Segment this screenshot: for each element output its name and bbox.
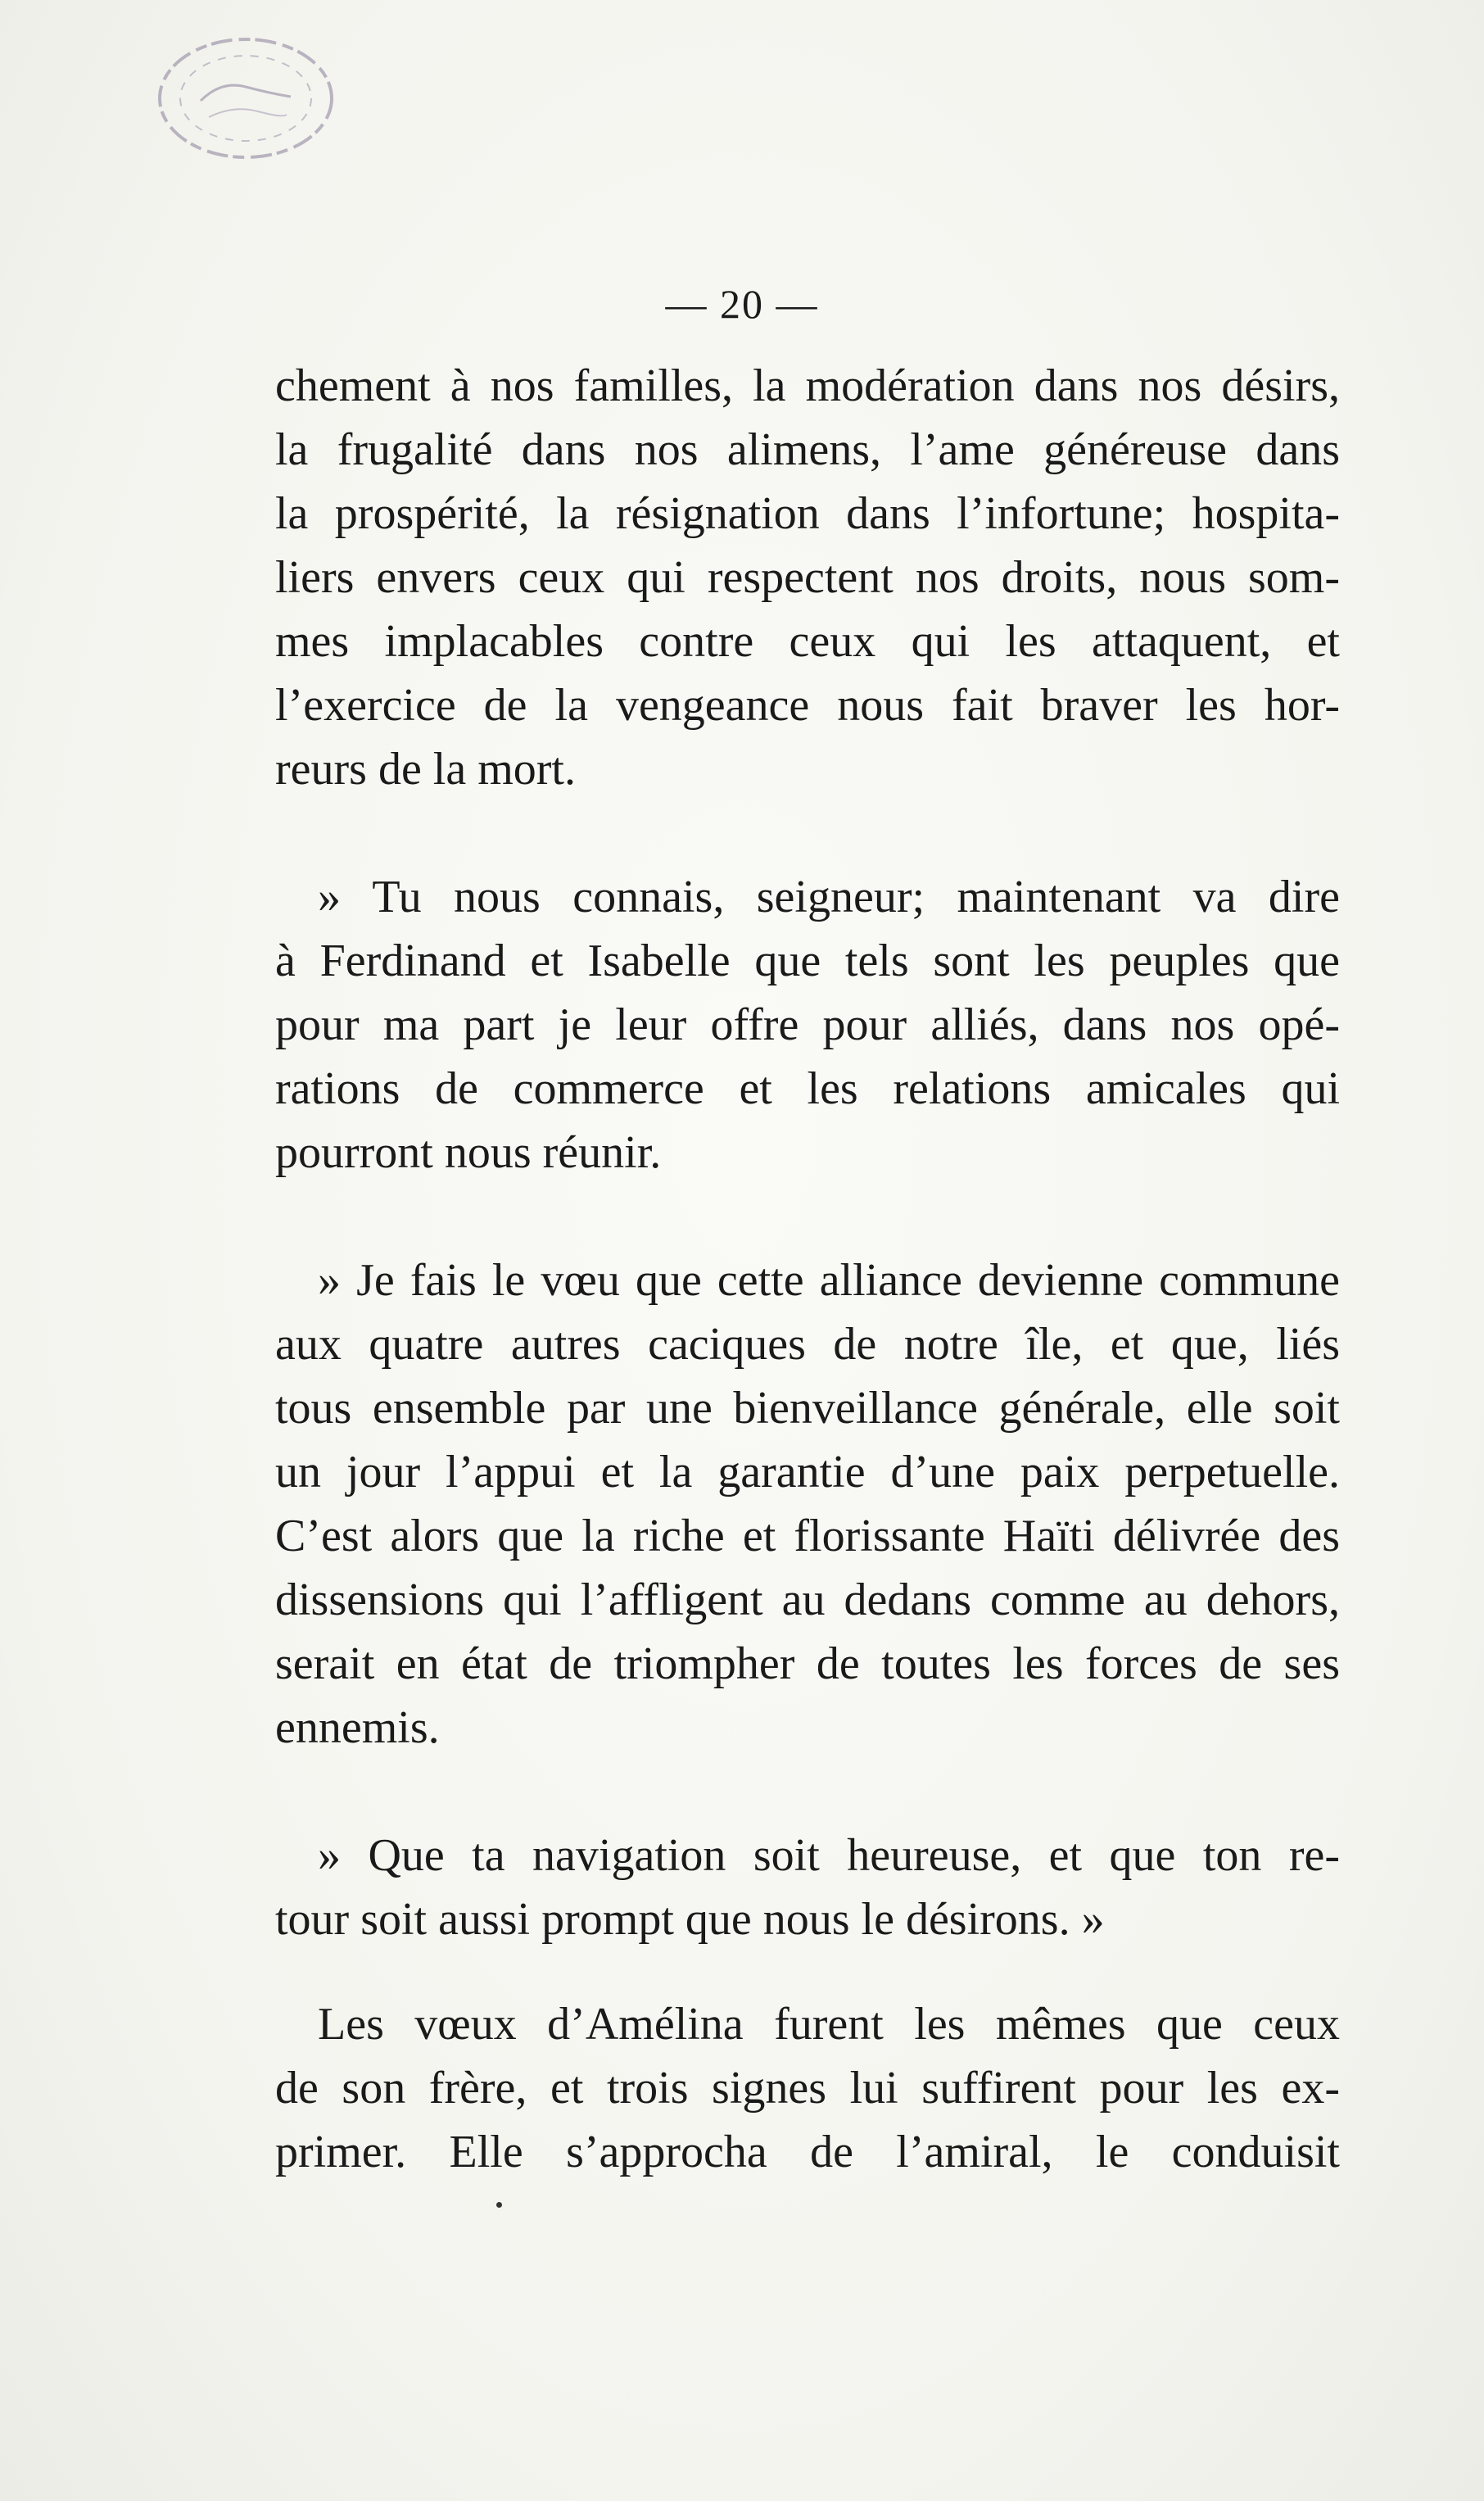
text-line: Les vœux d’Amélina furent les mêmes que ceux [318, 1999, 1340, 2050]
text-line: chement à nos familles, la modération dans nos désirs, [275, 360, 1340, 411]
text-line: l’exercice de la vengeance nous fait braver les hor- [275, 680, 1340, 731]
ink-speck [496, 2202, 502, 2208]
library-stamp [143, 23, 348, 174]
text-line: ennemis. [275, 1702, 440, 1753]
text-line: liers envers ceux qui respectent nos droits, nous som- [275, 552, 1340, 603]
body-text [275, 354, 1340, 2184]
text-line: primer. Elle s’approcha de l’amiral, le conduisit [275, 2127, 1340, 2177]
text-line: reurs de la mort. [275, 744, 576, 795]
text-line: mes implacables contre ceux qui les attaquent, et [275, 616, 1340, 667]
text-line: pour ma part je leur offre pour alliés, dans nos opé- [275, 999, 1340, 1050]
text-line: » Tu nous connais, seigneur; maintenant va dire [318, 872, 1340, 922]
paragraph [275, 354, 1340, 801]
paragraph [275, 865, 1340, 1185]
text-line: aux quatre autres caciques de notre île, et que, liés [275, 1319, 1340, 1370]
text-line: C’est alors que la riche et florissante Haïti délivrée des [275, 1511, 1340, 1561]
text-line: la frugalité dans nos alimens, l’ame généreuse dans [275, 424, 1340, 475]
text-line: la prospérité, la résignation dans l’infortune; hospita- [275, 488, 1340, 539]
text-line: » Je fais le vœu que cette alliance devienne commune [318, 1255, 1340, 1306]
text-line: un jour l’appui et la garantie d’une paix perpetuelle. [275, 1447, 1340, 1497]
text-line: dissensions qui l’affligent au dedans comme au dehors, [275, 1574, 1340, 1625]
text-line: » Que ta navigation soit heureuse, et que ton re- [318, 1830, 1340, 1881]
paragraph [275, 1992, 1340, 2184]
text-line: serait en état de triompher de toutes les forces de ses [275, 1638, 1340, 1689]
text-line: tour soit aussi prompt que nous le désirons. » [275, 1894, 1105, 1945]
text-line: de son frère, et trois signes lui suffirent pour les ex- [275, 2063, 1340, 2114]
paragraph [275, 1248, 1340, 1760]
paragraph [275, 1824, 1340, 1951]
text-line: pourront nous réunir. [275, 1127, 662, 1178]
page-number: — 20 — [665, 281, 819, 327]
text-line: rations de commerce et les relations amicales qui [275, 1063, 1340, 1114]
text-line: tous ensemble par une bienveillance générale, elle soit [275, 1383, 1340, 1434]
text-line: à Ferdinand et Isabelle que tels sont les peuples que [275, 936, 1340, 986]
